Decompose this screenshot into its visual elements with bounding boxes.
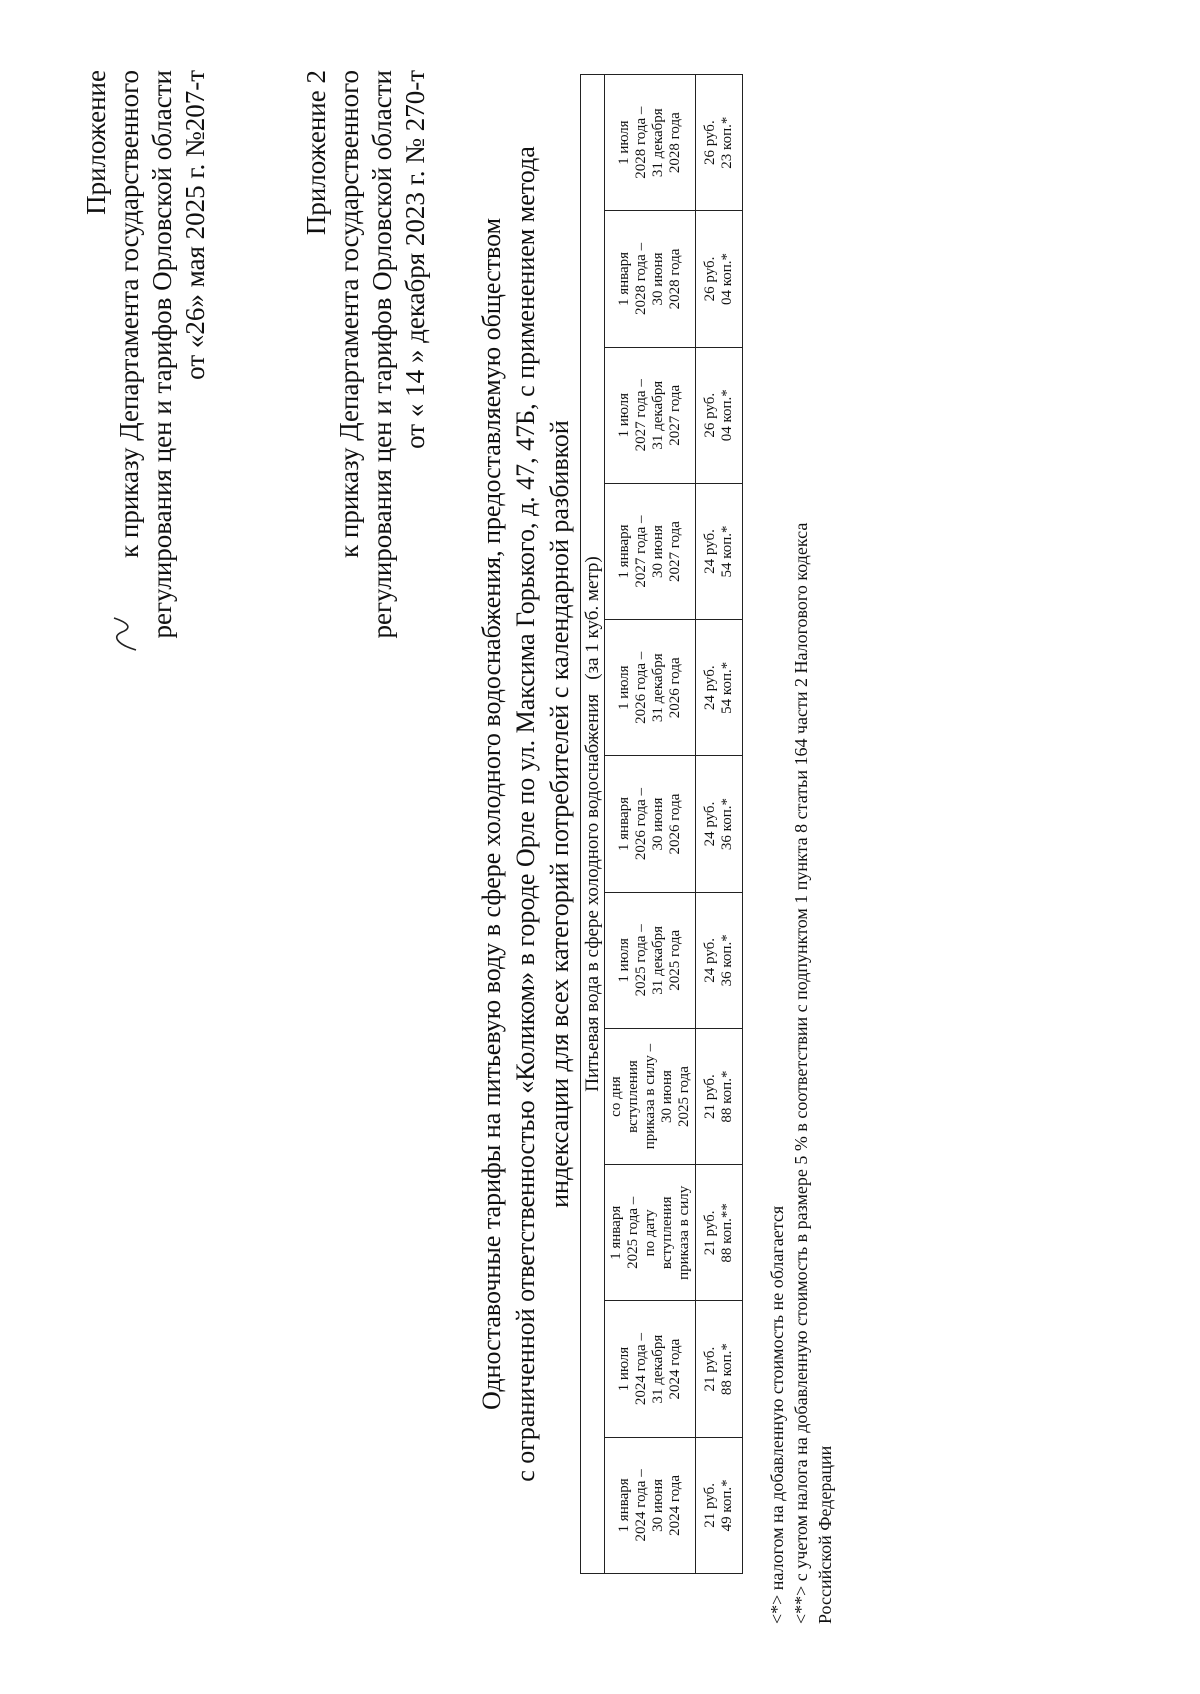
title-line: Одноставочные тарифы на питьевую воду в сфере холодного водоснабжения, предоставляемую обществом (477, 217, 506, 1411)
period-cell-line: 31 декабря (650, 653, 666, 723)
price-cell-line: 04 коп.* (719, 252, 735, 306)
period-cell-line: 30 июня (650, 1478, 666, 1532)
period-cell-line: 2024 года – (633, 1333, 649, 1406)
price-cell-line: 04 коп.* (719, 389, 735, 442)
price-cell (696, 347, 743, 483)
tariff-table (580, 74, 743, 1574)
period-cell-line: 31 декабря (650, 108, 666, 178)
period-cell-line: 1 июля (616, 665, 632, 711)
approval-label: Приложение (81, 70, 111, 215)
period-cell-line: 2028 года – (633, 106, 649, 179)
period-cell (605, 1165, 696, 1301)
period-cell-line: 2025 года – (633, 924, 649, 997)
price-cell-line: 54 коп.* (719, 525, 735, 578)
price-cell-line: 24 руб. (702, 529, 718, 574)
period-cell-line: 2024 года – (633, 1469, 649, 1542)
period-cell-line: приказа в силу – (641, 1043, 658, 1150)
price-cell (696, 1301, 743, 1437)
price-cell-line: 21 руб. (702, 1074, 718, 1119)
approval-date-number: от «26» мая 2025 г. №207-т (180, 70, 210, 380)
period-cell (605, 1028, 696, 1164)
period-cell-line: 31 декабря (650, 925, 666, 995)
period-cell-line: 30 июня (650, 797, 666, 851)
price-cell (696, 1028, 743, 1164)
price-cell-line: 88 коп.* (719, 1070, 735, 1123)
period-cell-line: 2027 года – (633, 379, 649, 452)
period-cell (605, 211, 696, 347)
approval-label: Приложение 2 (301, 70, 331, 236)
group-header-text: Питьевая вода в сфере холодного водоснабжения (582, 693, 603, 1092)
price-cell-line: 21 руб. (702, 1210, 718, 1256)
period-cell-line: 2026 года – (633, 787, 649, 861)
price-cell (696, 620, 743, 756)
period-cell-line: 30 июня (650, 252, 666, 306)
price-cell-line: 36 коп.* (719, 934, 735, 987)
period-cell-line: 1 июля (616, 1346, 632, 1392)
price-cell-line: 24 руб. (702, 665, 718, 711)
price-cell-line: 88 коп.* (719, 1343, 735, 1396)
period-cell-line: 1 января (616, 796, 632, 852)
period-cell-line: 2025 года (667, 929, 683, 991)
approval-block-previous (300, 70, 432, 639)
period-cell (605, 892, 696, 1028)
handwritten-signature-mark (106, 614, 144, 654)
price-cell-line: 24 руб. (702, 937, 718, 983)
approval-order-ref: к приказу Департамента государственного (114, 70, 144, 558)
period-cell-line: 1 июля (616, 120, 632, 165)
price-cell (696, 756, 743, 892)
period-cell (605, 1437, 696, 1573)
period-cell (605, 1301, 696, 1437)
price-row (696, 75, 743, 1574)
period-cell-line: 2024 года (667, 1338, 683, 1400)
price-cell (696, 1165, 743, 1301)
price-cell (696, 483, 743, 619)
period-cell-line: по дату (641, 1209, 658, 1257)
period-cell-line: 1 января (616, 524, 632, 579)
period-cell-line: 2028 года (667, 248, 683, 310)
approval-department: регулирования цен и тарифов Орловской области (367, 70, 397, 639)
period-cell-line: 1 января (616, 1478, 632, 1533)
period-cell-line: 2025 года (675, 1066, 692, 1128)
period-cell-line: 1 июля (616, 393, 632, 438)
price-cell (696, 75, 743, 211)
period-cell (605, 347, 696, 483)
period-cell-line: 31 декабря (650, 1334, 666, 1404)
period-cell (605, 620, 696, 756)
period-cell-line: 2025 года – (624, 1196, 641, 1269)
period-row (605, 75, 696, 1574)
title-line: с ограниченной ответственностью «Коликом» в городе Орле по ул. Максима Горького, д. 47, 47Б, с применением метода (511, 146, 540, 1482)
period-cell-line: 2027 года – (633, 515, 649, 588)
period-cell-line: 2024 года (667, 1474, 683, 1536)
period-cell (605, 75, 696, 211)
period-cell-line: 31 декабря (650, 380, 666, 450)
document-title (475, 84, 577, 1544)
price-cell-line: 54 коп.* (719, 661, 735, 714)
price-cell-line: 49 коп.* (719, 1479, 735, 1532)
period-cell-line: 2026 года (667, 657, 683, 719)
period-cell-line: вступления (658, 1196, 675, 1270)
period-cell-line: 2028 года – (633, 242, 649, 316)
period-cell-line: 1 января (607, 1205, 624, 1260)
price-cell (696, 892, 743, 1028)
footnote: <**> с учетом налога на добавленную стоимость в размере 5 % в соответствии с подпунктом 1 пункта 8 статьи 164 части 2 Налогового кодекса (791, 522, 811, 1624)
approval-block-current (80, 70, 212, 639)
period-cell-line: 2026 года (667, 793, 683, 855)
price-cell-line: 26 руб. (702, 392, 718, 438)
period-cell-line: 30 июня (658, 1070, 675, 1124)
price-cell-line: 23 коп.* (719, 116, 735, 169)
approval-order-ref: к приказу Департамента государственного (334, 70, 364, 558)
period-cell-line: 30 июня (650, 525, 666, 578)
footnote: <*> налогом на добавленную стоимость не облагается (767, 1205, 787, 1624)
unit-text: (за 1 куб. метр) (582, 556, 603, 680)
period-cell-line: 2028 года (667, 112, 683, 174)
period-cell-line: со дня (607, 1076, 624, 1117)
approval-date-number: от « 14 » декабря 2023 г. № 270-т (400, 70, 430, 449)
price-cell (696, 1437, 743, 1573)
price-cell-line: 88 коп.** (719, 1203, 735, 1263)
period-cell (605, 483, 696, 619)
period-cell-line: 1 января (616, 251, 632, 307)
period-cell-line: 2026 года – (633, 651, 649, 724)
period-cell-line: вступления (624, 1060, 641, 1133)
table-header-row (581, 75, 605, 1574)
approval-department: регулирования цен и тарифов Орловской области (147, 70, 177, 639)
period-cell-line: 2027 года (667, 384, 683, 446)
price-cell-line: 26 руб. (702, 256, 718, 302)
period-cell (605, 756, 696, 892)
footnote: Российской Федерации (815, 1445, 835, 1624)
price-cell-line: 36 коп.* (719, 798, 735, 851)
footnotes (765, 523, 837, 1624)
group-header-cell (581, 75, 605, 1574)
period-cell-line: приказа в силу (675, 1185, 692, 1280)
price-cell-line: 21 руб. (702, 1483, 718, 1528)
price-cell-line: 24 руб. (702, 801, 718, 847)
price-cell-line: 21 руб. (702, 1346, 718, 1392)
price-cell-line: 26 руб. (702, 120, 718, 166)
title-line: индексации для всех категорий потребителей с календарной разбивкой (545, 420, 574, 1208)
period-cell-line: 2027 года (667, 521, 683, 582)
period-cell-line: 1 июля (616, 938, 632, 983)
price-cell (696, 211, 743, 347)
